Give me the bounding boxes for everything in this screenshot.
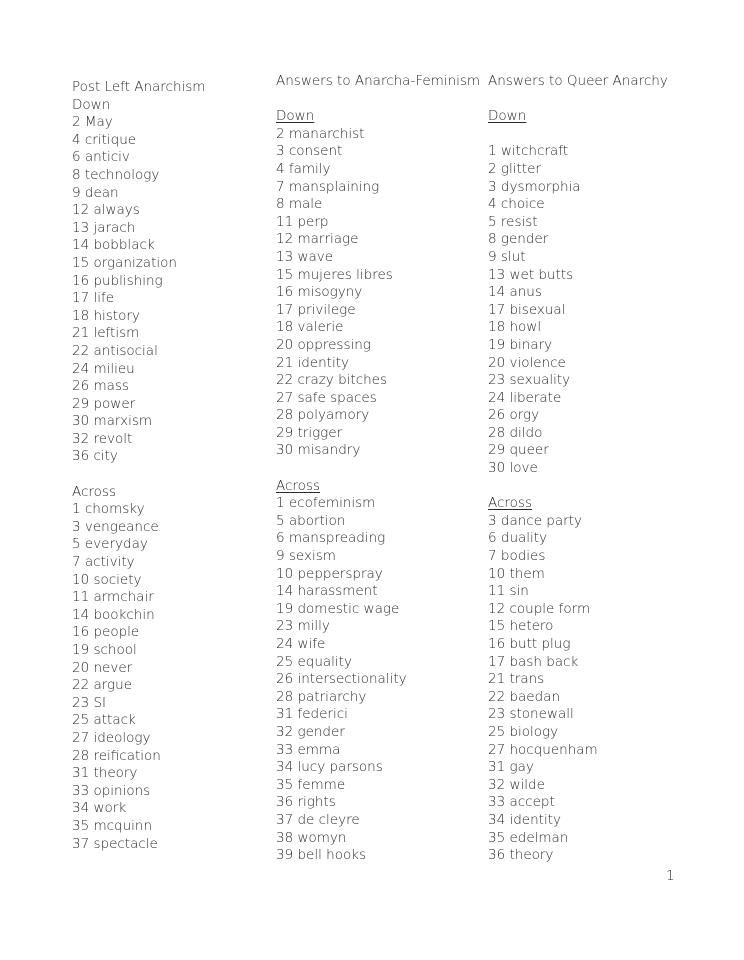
answer-item: 15 hetero [488, 618, 554, 635]
answer-item: 32 wilde [488, 776, 545, 793]
answer-item: 11 perp [276, 213, 329, 230]
answer-item: 2 manarchist [276, 125, 365, 142]
answer-item: 28 patriarchy [276, 688, 367, 705]
answer-item: 13 wet butts [488, 266, 574, 283]
answer-item: 21 identity [276, 354, 349, 371]
answer-item: 26 orgy [488, 407, 540, 424]
queer-anarchy-title: Answers to Queer Anarchy [488, 73, 668, 89]
answer-item: 4 critique [72, 131, 137, 148]
answer-item: 2 May [72, 114, 113, 131]
anarcha-feminism-across-heading: Across [276, 477, 321, 494]
answer-item: 38 womyn [276, 829, 347, 846]
answer-item: 27 safe spaces [276, 389, 377, 406]
answer-item: 28 dildo [488, 424, 543, 441]
post-left-across-heading: Across [72, 483, 117, 500]
answer-item: 4 family [276, 160, 331, 177]
anarcha-feminism-down-heading: Down [276, 108, 315, 125]
answer-item: 9 slut [488, 248, 526, 265]
answer-item: 18 valerie [276, 319, 344, 336]
answer-item: 3 consent [276, 143, 343, 160]
answer-item: 16 misogyny [276, 284, 363, 301]
answer-item: 17 bisexual [488, 301, 566, 318]
answer-item: 14 bookchin [72, 606, 155, 623]
answer-item: 3 dance party [488, 512, 582, 529]
page-number: 1 [666, 868, 675, 884]
answer-item: 34 work [72, 800, 127, 817]
answer-item: 36 rights [276, 794, 336, 811]
answer-item: 25 attack [72, 712, 136, 729]
answer-item: 20 never [72, 659, 133, 676]
answer-item: 4 choice [488, 196, 545, 213]
answer-item: 29 trigger [276, 424, 343, 441]
answer-item: 10 them [488, 565, 545, 582]
answer-item: 8 gender [488, 231, 549, 248]
answer-item: 20 oppressing [276, 336, 371, 353]
answer-item: 9 dean [72, 184, 119, 201]
anarcha-feminism-down-list [276, 126, 480, 460]
answer-item: 26 mass [72, 378, 129, 395]
answer-item: 16 people [72, 624, 140, 641]
answer-item: 22 antisocial [72, 342, 158, 359]
answer-item: 8 male [276, 196, 323, 213]
answer-item: 21 leftism [72, 325, 140, 342]
queer-anarchy-down-list [488, 143, 668, 477]
answer-item: 33 opinions [72, 782, 151, 799]
queer-anarchy-down-heading: Down [488, 108, 527, 125]
answer-item: 19 domestic wage [276, 600, 400, 617]
answer-item: 29 power [72, 395, 136, 412]
answer-item: 33 emma [276, 741, 341, 758]
answer-item: 34 identity [488, 811, 561, 828]
answer-item: 25 equality [276, 653, 352, 670]
answer-item: 1 witchcraft [488, 143, 568, 160]
queer-anarchy-across-list [488, 513, 668, 865]
answer-item: 17 life [72, 290, 115, 307]
answer-item: 26 intersectionality [276, 671, 407, 688]
queer-anarchy-across-heading: Across [488, 495, 533, 512]
answer-item: 8 technology [72, 166, 160, 183]
answer-item: 7 activity [72, 554, 135, 571]
post-left-across-list [72, 501, 205, 853]
post-left-down-list [72, 114, 205, 466]
answer-item: 3 dysmorphia [488, 178, 581, 195]
answer-item: 13 wave [276, 248, 334, 265]
answer-item: 6 duality [488, 530, 548, 547]
answer-item: 15 organization [72, 254, 177, 271]
answer-item: 19 school [72, 642, 137, 658]
answer-item: 27 hocquenham [488, 741, 598, 758]
answer-item: 30 love [488, 460, 538, 477]
answer-item: 23 SI [72, 694, 107, 711]
answer-item: 32 gender [276, 723, 345, 740]
answer-item: 7 mansplaining [276, 178, 380, 195]
answer-item: 35 femme [276, 776, 346, 793]
queer-anarchy-column [488, 73, 668, 865]
answer-item: 15 mujeres libres [276, 266, 393, 283]
answer-item: 31 theory [72, 765, 138, 782]
answer-item: 21 trans [488, 671, 545, 688]
answer-item: 23 stonewall [488, 706, 574, 723]
answer-item: 31 federici [276, 706, 348, 723]
answer-item: 23 sexuality [488, 372, 571, 389]
post-left-title: Post Left Anarchism [72, 79, 206, 95]
anarcha-feminism-across-list [276, 495, 480, 864]
answer-item: 14 bobblack [72, 237, 155, 254]
answer-item: 32 revolt [72, 430, 133, 447]
answer-item: 10 pepperspray [276, 565, 383, 582]
answer-item: 6 anticiv [72, 149, 130, 166]
answer-item: 17 bash back [488, 653, 579, 670]
post-left-down-heading: Down [72, 96, 111, 113]
answer-item: 33 accept [488, 794, 555, 811]
answer-item: 28 reification [72, 747, 161, 764]
answer-item: 25 biology [488, 723, 559, 740]
answer-item: 17 privilege [276, 301, 356, 318]
answer-item: 18 howl [488, 319, 542, 336]
answer-item: 24 wife [276, 636, 326, 652]
answer-item: 5 abortion [276, 512, 346, 529]
answer-item: 2 glitter [488, 160, 541, 177]
answer-item: 12 always [72, 202, 140, 219]
answer-item: 12 couple form [488, 600, 591, 617]
anarcha-feminism-column [276, 73, 480, 865]
answer-item: 24 liberate [488, 389, 562, 406]
answer-item: 22 crazy bitches [276, 372, 388, 389]
answer-item: 5 resist [488, 213, 538, 230]
answer-item: 31 gay [488, 759, 534, 776]
answer-item: 1 chomsky [72, 501, 145, 518]
answer-item: 16 butt plug [488, 636, 571, 652]
answer-item: 30 misandry [276, 442, 361, 459]
answer-item: 7 bodies [488, 548, 546, 565]
answer-item: 14 harassment [276, 583, 378, 600]
answer-item: 19 binary [488, 336, 553, 353]
answer-item: 20 violence [488, 354, 566, 371]
answer-item: 37 de cleyre [276, 811, 360, 828]
answer-item: 14 anus [488, 284, 542, 301]
answer-item: 24 milieu [72, 360, 135, 377]
answer-item: 6 manspreading [276, 530, 386, 547]
answer-item: 13 jarach [72, 219, 136, 236]
answer-item: 12 marriage [276, 231, 359, 248]
answer-item: 11 sin [488, 583, 529, 600]
answer-item: 9 sexism [276, 548, 336, 565]
answer-item: 39 bell hooks [276, 847, 367, 864]
answer-item: 22 baedan [488, 688, 561, 705]
answer-item: 37 spectacle [72, 835, 158, 852]
answer-item: 22 argue [72, 677, 133, 694]
answer-item: 35 mcquinn [72, 817, 153, 834]
answer-item: 28 polyamory [276, 407, 370, 424]
answer-item: 5 everyday [72, 536, 148, 553]
answer-item: 18 history [72, 307, 140, 324]
answer-item: 34 lucy parsons [276, 759, 383, 776]
answer-item: 36 theory [488, 847, 554, 864]
post-left-anarchism-column [72, 79, 205, 853]
answer-item: 30 marxism [72, 413, 153, 430]
answer-item: 29 queer [488, 442, 549, 459]
answer-item: 23 milly [276, 618, 330, 635]
answer-item: 1 ecofeminism [276, 495, 376, 512]
answer-item: 3 vengeance [72, 518, 159, 535]
answer-item: 36 city [72, 448, 118, 465]
anarcha-feminism-title: Answers to Anarcha-Feminism [276, 73, 481, 89]
answer-item: 11 armchair [72, 589, 154, 606]
answer-item: 27 ideology [72, 729, 151, 746]
answer-item: 10 society [72, 571, 142, 588]
answer-item: 35 edelman [488, 829, 569, 846]
answer-item: 16 publishing [72, 272, 163, 289]
